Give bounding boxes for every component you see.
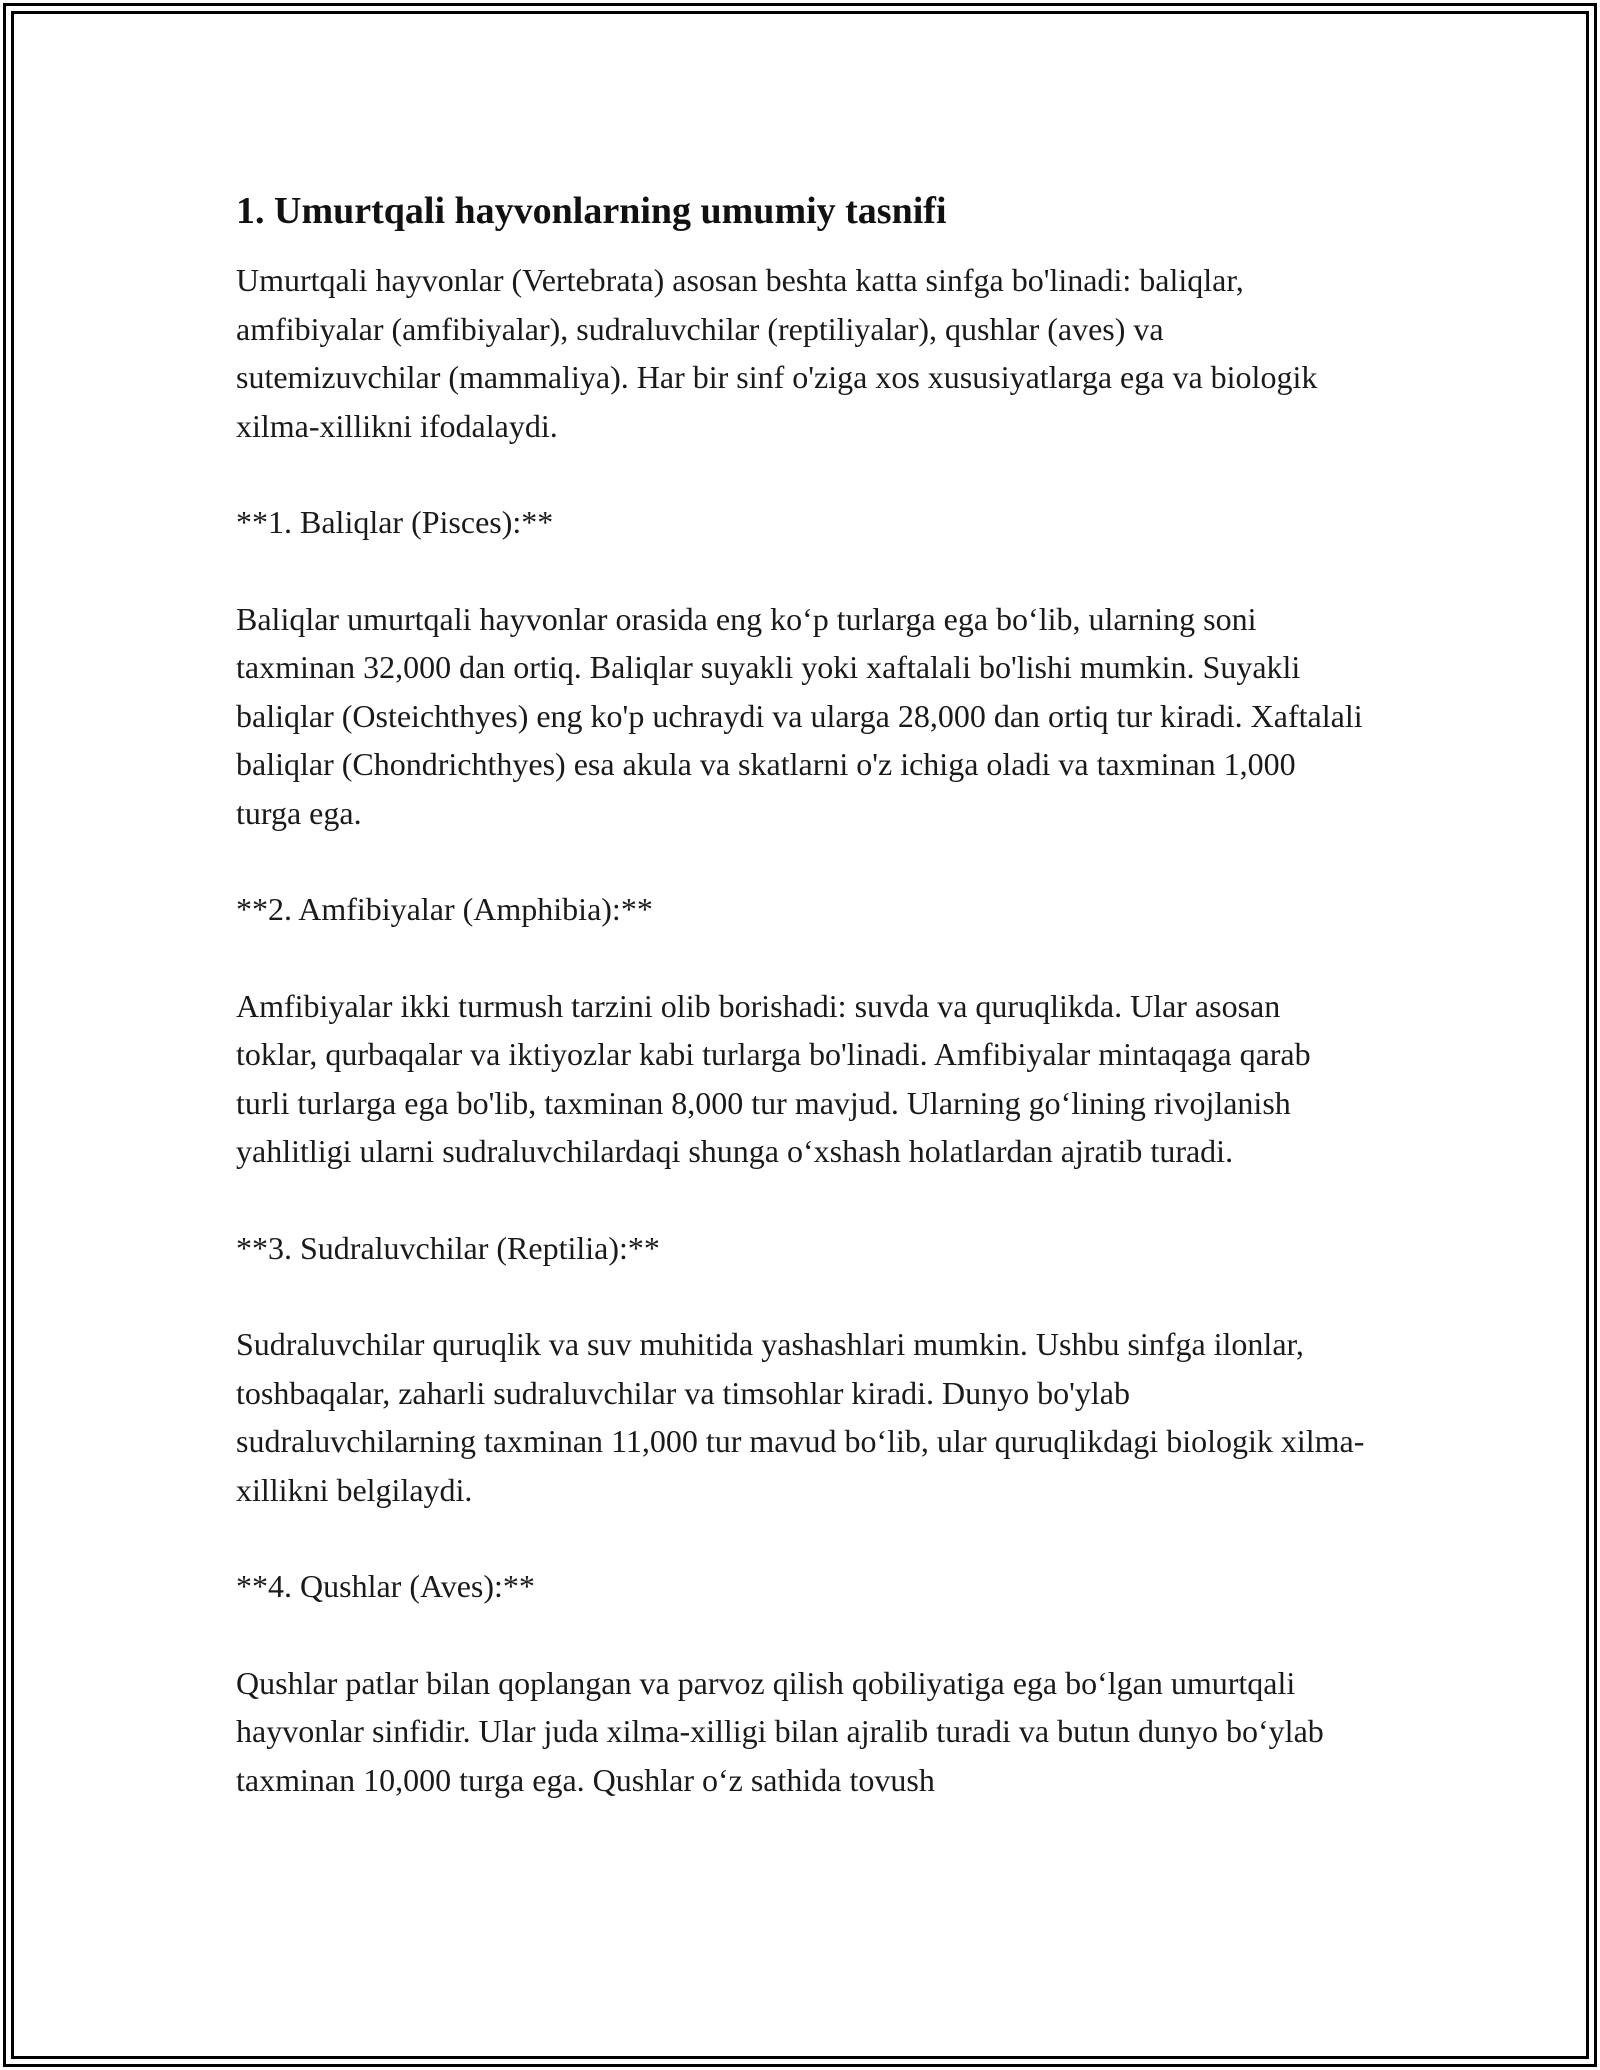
section-heading-amphibia: **2. Amfibiyalar (Amphibia):**: [236, 891, 653, 927]
section-heading-aves: **4. Qushlar (Aves):**: [236, 1568, 535, 1604]
section-text-reptilia: Sudraluvchilar quruqlik va suv muhitida yashashlari mumkin. Ushbu sinfga ilonlar, toshbaqalar, zaharli sudraluvchilar va timsohlar kiradi. Dunyo bo'ylab sudraluvchilarning taxminan 11,000 tur mavud boʻlib, ular quruqlikdagi biologik xilma-xillikni belgilaydi.: [236, 1326, 1365, 1508]
intro-paragraph: Umurtqali hayvonlar (Vertebrata) asosan beshta katta sinfga bo'linadi: baliqlar, amfibiyalar (amfibiyalar), sudraluvchilar (reptiliyalar), qushlar (aves) va sutemizuvchilar (mammaliya). Har bir sinf o'ziga xos xususiyatlarga ega va biologik xilma-xillikni ifodalaydi.: [236, 262, 1318, 444]
section-text-amphibia: Amfibiyalar ikki turmush tarzini olib borishadi: suvda va quruqlikda. Ular asosan toklar, qurbaqalar va iktiyozlar kabi turlarga bo'linadi. Amfibiyalar mintaqaga qarab turli turlarga ega bo'lib, taxminan 8,000 tur mavjud. Ularning goʻlining rivojlanish yahlitligi ularni sudraluvchilardaqi shunga oʻxshash holatlardan ajratib turadi.: [236, 987, 1311, 1169]
document-body: [236, 186, 1366, 1804]
section-text-pisces: Baliqlar umurtqali hayvonlar orasida eng koʻp turlarga ega boʻlib, ularning soni taxminan 32,000 dan ortiq. Baliqlar suyakli yoki xaftalali bo'lishi mumkin. Suyakli baliqlar (Osteichthyes) eng ko'p uchraydi va ularga 28,000 dan ortiq tur kiradi. Xaftalali baliqlar (Chondrichthyes) esa akula va skatlarni o'z ichiga oladi va taxminan 1,000 turga ega.: [236, 600, 1363, 831]
document-title: 1. Umurtqali hayvonlarning umumiy tasnifi: [236, 190, 947, 232]
section-heading-reptilia: **3. Sudraluvchilar (Reptilia):**: [236, 1229, 660, 1266]
section-text-aves: Qushlar patlar bilan qoplangan va parvoz qilish qobiliyatiga ega boʻlgan umurtqali hayvonlar sinfidir. Ular juda xilma-xilligi bilan ajralib turadi va butun dunyo boʻylab taxminan 10,000 turga ega. Qushlar oʻz sathida tovush: [236, 1664, 1324, 1798]
section-heading-pisces: **1. Baliqlar (Pisces):**: [236, 504, 554, 540]
